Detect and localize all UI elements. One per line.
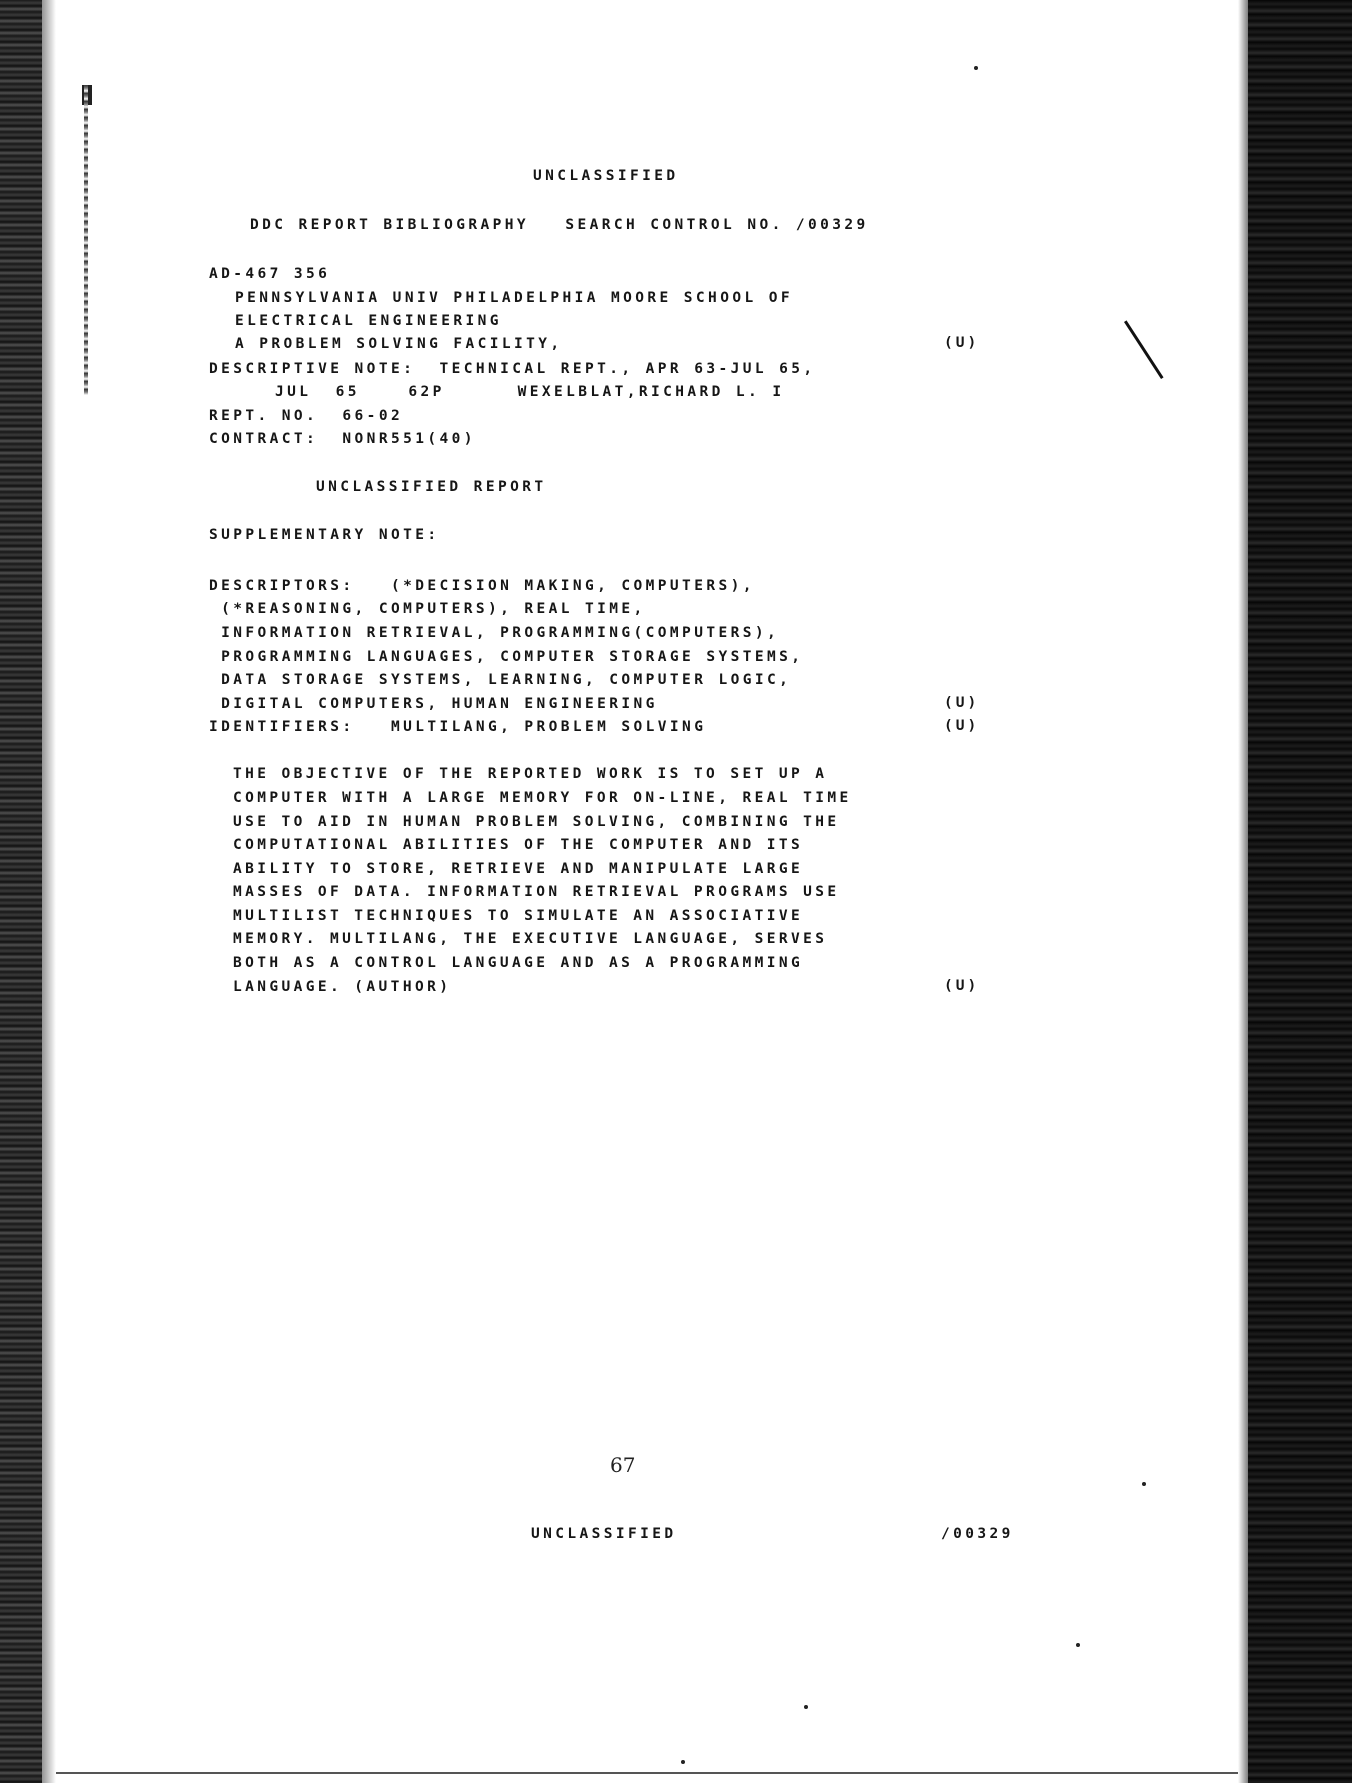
scan-speck: [681, 1760, 685, 1764]
descriptors-line: DESCRIPTORS: (*DECISION MAKING, COMPUTERS),: [209, 578, 755, 594]
header-classification: UNCLASSIFIED: [533, 168, 679, 184]
abstract-line: COMPUTER WITH A LARGE MEMORY FOR ON-LINE, REAL TIME: [233, 790, 852, 806]
descriptors-line: DATA STORAGE SYSTEMS, LEARNING, COMPUTER LOGIC,: [209, 672, 792, 688]
bibliography-title: DDC REPORT BIBLIOGRAPHY SEARCH CONTROL NO. /00329: [250, 217, 869, 233]
abstract-line: COMPUTATIONAL ABILITIES OF THE COMPUTER AND ITS: [233, 837, 804, 853]
date-pages-author: JUL 65 62P WEXELBLAT,RICHARD L. I: [275, 384, 785, 400]
scan-left-shadow: [42, 0, 56, 1783]
identifiers-classification: (U): [944, 718, 980, 734]
binder-holes: [84, 85, 88, 395]
footer-classification: UNCLASSIFIED: [531, 1526, 677, 1542]
abstract-line: LANGUAGE. (AUTHOR): [233, 979, 452, 995]
ad-number: AD-467 356: [209, 266, 331, 282]
abstract-line: MEMORY. MULTILANG, THE EXECUTIVE LANGUAGE, SERVES: [233, 931, 828, 947]
supplementary-note: SUPPLEMENTARY NOTE:: [209, 527, 440, 543]
descriptors-line: INFORMATION RETRIEVAL, PROGRAMMING(COMPUTERS),: [209, 625, 780, 641]
page-number: 67: [610, 1453, 636, 1477]
footer-control-number: /00329: [941, 1526, 1014, 1542]
scan-speck: [1076, 1643, 1080, 1647]
scan-scratch-mark: [1124, 320, 1164, 379]
abstract-line: ABILITY TO STORE, RETRIEVE AND MANIPULATE LARGE: [233, 861, 804, 877]
scan-speck: [974, 66, 978, 70]
descriptors-line: PROGRAMMING LANGUAGES, COMPUTER STORAGE SYSTEMS,: [209, 649, 804, 665]
abstract-line: MASSES OF DATA. INFORMATION RETRIEVAL PROGRAMS USE: [233, 884, 840, 900]
scan-right-edge: [1248, 0, 1352, 1783]
descriptors-classification: (U): [944, 695, 980, 711]
abstract-line: THE OBJECTIVE OF THE REPORTED WORK IS TO SET UP A: [233, 766, 828, 782]
corporate-source-line2: ELECTRICAL ENGINEERING: [235, 313, 502, 329]
descriptive-note: DESCRIPTIVE NOTE: TECHNICAL REPT., APR 63-JUL 65,: [209, 361, 816, 377]
corporate-source-line1: PENNSYLVANIA UNIV PHILADELPHIA MOORE SCHOOL OF: [235, 290, 793, 306]
scan-bottom-edge: [56, 1772, 1238, 1774]
report-number: REPT. NO. 66-02: [209, 408, 404, 424]
scan-right-shadow: [1238, 0, 1248, 1783]
identifiers: IDENTIFIERS: MULTILANG, PROBLEM SOLVING: [209, 719, 707, 735]
abstract-line: MULTILIST TECHNIQUES TO SIMULATE AN ASSOCIATIVE: [233, 908, 804, 924]
report-title: A PROBLEM SOLVING FACILITY,: [235, 336, 563, 352]
scan-left-edge: [0, 0, 42, 1783]
scan-speck: [804, 1705, 808, 1709]
descriptors-line: (*REASONING, COMPUTERS), REAL TIME,: [209, 601, 646, 617]
abstract-line: USE TO AID IN HUMAN PROBLEM SOLVING, COMBINING THE: [233, 814, 840, 830]
scan-speck: [1142, 1482, 1146, 1486]
contract-number: CONTRACT: NONR551(40): [209, 431, 476, 447]
abstract-classification: (U): [944, 978, 980, 994]
title-classification: (U): [944, 335, 980, 351]
report-classification: UNCLASSIFIED REPORT: [316, 479, 547, 495]
abstract-line: BOTH AS A CONTROL LANGUAGE AND AS A PROGRAMMING: [233, 955, 804, 971]
descriptors-line: DIGITAL COMPUTERS, HUMAN ENGINEERING: [209, 696, 658, 712]
